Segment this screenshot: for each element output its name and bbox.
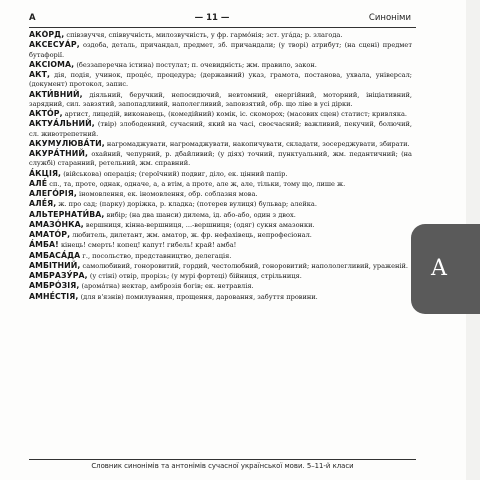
entry-headword: АКСЕСУÁР, <box>29 40 80 50</box>
page-header <box>29 13 411 27</box>
entry-definition: дія, подія, учинок, проце́с, процедура; (державний) указ, грамота, постанова, ухвала, універсал; (документ) протокол, запис. <box>29 71 412 89</box>
dictionary-entry <box>29 271 412 281</box>
dictionary-entry <box>29 281 412 291</box>
dictionary-entry <box>29 60 412 70</box>
entry-definition: (для в'язнів) помилування, прощення, даровання, забуття провини. <box>80 292 318 301</box>
dictionary-entry <box>29 109 412 119</box>
entry-definition: (арома́тна) нектар, амброзія богів; ек. нетравлія. <box>81 282 254 291</box>
entry-headword: АКТ, <box>29 70 51 79</box>
thumb-tab-letter: А <box>430 256 448 281</box>
entry-headword: АЛЕ́ <box>29 178 48 188</box>
page-number: — 11 — <box>194 13 230 23</box>
entry-definition: (беззаперечна істина) постулат; п. очевидність; жм. правило, закон. <box>76 60 317 69</box>
entry-headword: АКУРА́ТНИЙ, <box>29 149 89 158</box>
header-section-letter: А <box>29 13 36 23</box>
entry-definition: кінець! смерть! копец! капут! гибель! край! амба! <box>60 241 237 250</box>
dictionary-entry <box>29 251 412 261</box>
entry-headword: АМБІТНИЙ, <box>29 260 81 270</box>
entry-definition: любитель, дилетант, жм. аматор, ж. фр. нефахівець, непрофесіонал. <box>72 231 312 239</box>
entry-headword: АМБРАЗУ́РА, <box>29 271 88 280</box>
dictionary-entry <box>29 70 412 90</box>
entry-headword: АКÓРД, <box>29 30 65 39</box>
dictionary-entry <box>29 90 412 110</box>
dictionary-entry <box>29 210 412 220</box>
dictionary-entry <box>29 292 412 302</box>
section-thumb-tab[interactable] <box>411 224 480 314</box>
entry-definition: діяльний, беручкий, непосидючий, невтомний, енергійний, моторний, ініціативний, зарядний, сил. завзятий, запопадливий, наполегливий, заповзятий, обр. що ліве в усі дірки. <box>29 90 412 108</box>
dictionary-entry <box>29 119 412 139</box>
entry-definition: нагромаджувати, нагромаджувати, накопичувати, складати, зосереджувати, збирати. <box>106 139 410 148</box>
entry-definition: (у стіні) отвір, прорізь; (у мурі фортеці) бійниця, стрільниця. <box>89 272 302 280</box>
dictionary-entry <box>29 220 412 230</box>
entry-headword: АЛЬТЕРНАТИ́ВА, <box>29 209 105 219</box>
entry-definition: іномовлення, ек. іномовлення, обр. соблазня мова. <box>79 190 258 198</box>
entry-definition: (твір) злободенний, сучасний, який на часі, своєчасний; важливий, пекучий, болючий, сл. животрепетний. <box>29 120 412 138</box>
entry-headword: АКУМУЛЮВА́ТИ, <box>29 138 105 148</box>
dictionary-entry <box>29 139 412 149</box>
entry-definition: ж. про сад; (парку) доріжка, р. кладка; (потерев вулиця) бульвар; алейка. <box>58 200 317 209</box>
dictionary-body <box>29 30 412 459</box>
entry-headword: АКТÓР, <box>29 109 63 118</box>
entry-definition: (військова) операція; (героїчний) подвиг, діло, ек. цінний папір. <box>63 169 288 178</box>
dictionary-entry <box>29 261 412 271</box>
entry-headword: А́КЦІЯ, <box>29 168 62 178</box>
dictionary-entry <box>29 179 412 189</box>
dictionary-entry <box>29 199 412 209</box>
dictionary-entry <box>29 230 412 240</box>
entry-headword: АКТИ́ВНИЙ, <box>29 89 83 99</box>
entry-definition: самолюбивий, гоноровитий, гордий, честолюбний, гоноровитий; напололегливий, ураженій. <box>82 261 408 270</box>
entry-definition: вершниця, кінна-вершниця, ...-вершниця; (одяг) сукня амазонки. <box>85 220 315 229</box>
entry-headword: АМБАСА́ДА <box>29 250 81 260</box>
dictionary-entry <box>29 40 412 60</box>
dictionary-entry <box>29 240 412 250</box>
footer-rule <box>29 459 416 460</box>
header-section-title: Синоніми <box>368 13 411 23</box>
dictionary-entry <box>29 189 412 199</box>
entry-headword: АЛЕГÓРІЯ, <box>29 189 77 198</box>
dictionary-entry <box>29 169 412 179</box>
dictionary-entry <box>29 30 412 40</box>
entry-definition: оздоба, деталь, причандал, предмет, зб. причандали; (у творі) атрибут; (на сцені) предмет бутафорії. <box>29 41 412 59</box>
entry-definition: вибір; (на два шанси) дилема, ід. або-або, один з двох. <box>106 210 296 219</box>
entry-definition: сп., та, проте, однак, одначе, а, а втім, а проте, але ж, але, тільки, тому що, лише ж. <box>49 179 346 188</box>
entry-headword: АМАТÓР, <box>29 230 71 239</box>
entry-headword: АМБРÓЗІЯ, <box>29 281 80 291</box>
entry-definition: охайний, чепурний, р. дбайливий; (у діях) точний, пунктуальний, жм. педантичний; (на службі) старанний, ретельний, жм. справний. <box>29 150 412 168</box>
dictionary-entry <box>29 149 412 169</box>
page-footer: Словник синонімів та антонімів сучасної української мови. 5–11-й класи <box>91 462 354 470</box>
entry-headword: АКТУА́ЛЬНИЙ, <box>29 119 95 129</box>
entry-headword: АКСІОМА, <box>29 59 75 69</box>
entry-headword: АЛЕ́Я, <box>29 199 57 209</box>
entry-headword: АМАЗÓНКА, <box>29 219 84 229</box>
entry-definition: артист, лицедій, виконавець, (комедійний) комік, іс. скоморох; (масових сцен) статист; кривляка. <box>64 110 408 118</box>
header-rule <box>29 27 416 28</box>
entry-headword: АМНЕ́СТІЯ, <box>29 291 79 301</box>
entry-definition: г., посольство, представництво, делегація. <box>82 251 232 260</box>
entry-definition: співзвуччя, співвучність, милозвучність, у фр. гармо́нія; зст. угáда; р. злагода. <box>66 31 343 39</box>
entry-headword: А́МБА! <box>29 240 59 250</box>
